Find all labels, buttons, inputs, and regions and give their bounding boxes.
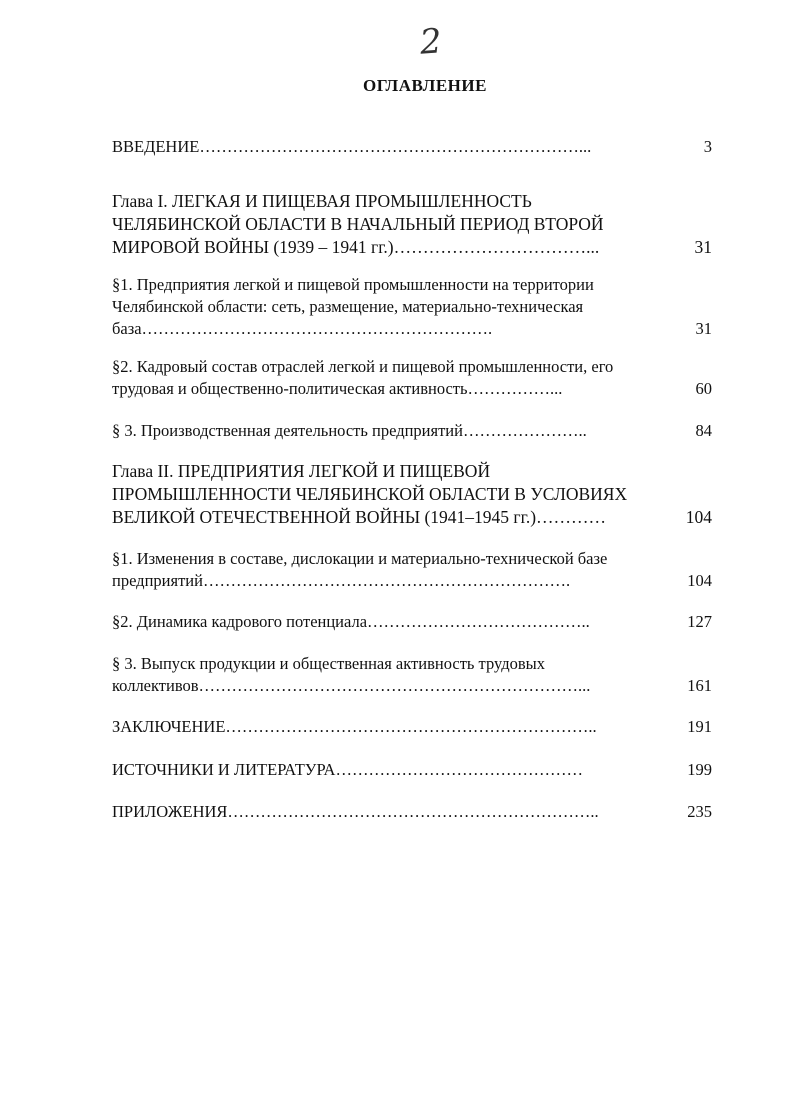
toc-entry-page: 60 [695,379,712,398]
toc-entry-ch2-section-3[interactable] [112,653,712,697]
toc-entry-text: §2. Кадровый состав отраслей легкой и пищевой промышленности, его трудовая и общественно-политическая активность……………... [112,357,614,398]
toc-entry-page: 127 [687,612,712,631]
toc-entry-text: §1. Предприятия легкой и пищевой промышленности на территории Челябинской области: сеть, размещение, материально-техническая база………………………………………………………. [112,275,594,338]
toc-entry-ch1-section-3[interactable] [112,420,712,442]
toc-entry-page: 84 [695,421,712,440]
toc-entry-page: 3 [703,137,712,156]
toc-entry-text: Глава I. ЛЕГКАЯ И ПИЩЕВАЯ ПРОМЫШЛЕННОСТЬ ЧЕЛЯБИНСКОЙ ОБЛАСТИ В НАЧАЛЬНЫЙ ПЕРИОД ВТОРОЙ МИРОВОЙ ВОЙНЫ (1939 – 1941 гг.)……………………………... [112,191,604,257]
toc-entry-page: 104 [685,507,712,527]
toc-entry-appendices[interactable] [112,801,712,823]
toc-entry-text: ИСТОЧНИКИ И ЛИТЕРАТУРА……………………………………… [112,760,583,779]
toc-entry-conclusion[interactable] [112,716,712,738]
toc-entry-text: ЗАКЛЮЧЕНИЕ………………………………………………………….. [112,717,597,736]
toc-entry-ch1-section-1[interactable] [112,274,712,340]
toc-entry-page: 191 [687,717,712,736]
handwritten-page-number: 2 [418,21,444,63]
toc-entry-text: ПРИЛОЖЕНИЯ………………………………………………………….. [112,802,599,821]
toc-entry-ch2-section-1[interactable] [112,548,712,592]
toc-entry-text: §2. Динамика кадрового потенциала………………………………….. [112,612,590,631]
page-title: ОГЛАВЛЕНИЕ [363,76,487,95]
toc-entry-chapter-1[interactable] [112,190,712,259]
toc-entry-page: 199 [687,760,712,779]
toc-entry-introduction[interactable] [112,136,712,158]
toc-entry-sources[interactable] [112,759,712,781]
toc-entry-ch1-section-2[interactable] [112,356,712,400]
toc-entry-page: 31 [695,319,712,338]
toc-entry-page: 31 [694,237,712,257]
toc-entry-page: 161 [687,676,712,695]
toc-entry-text: Глава II. ПРЕДПРИЯТИЯ ЛЕГКОЙ И ПИЩЕВОЙ ПРОМЫШЛЕННОСТИ ЧЕЛЯБИНСКОЙ ОБЛАСТИ В УСЛОВИЯХ ВЕЛИКОЙ ОТЕЧЕСТВЕННОЙ ВОЙНЫ (1941–1945 гг.)………… [112,461,628,527]
toc-entry-chapter-2[interactable] [112,460,712,529]
toc-entry-page: 104 [687,571,712,590]
toc-entry-ch2-section-2[interactable] [112,611,712,633]
toc-entry-text: § 3. Выпуск продукции и общественная активность трудовых коллективов……………………………………………………………... [112,654,591,695]
toc-entry-page: 235 [687,802,712,821]
toc-entry-text: ВВЕДЕНИЕ……………………………………………………………... [112,137,592,156]
toc-entry-text: §1. Изменения в составе, дислокации и материально-технической базе предприятий…………………………………………………………. [112,549,608,590]
toc-entry-text: § 3. Производственная деятельность предприятий………………….. [112,421,587,440]
